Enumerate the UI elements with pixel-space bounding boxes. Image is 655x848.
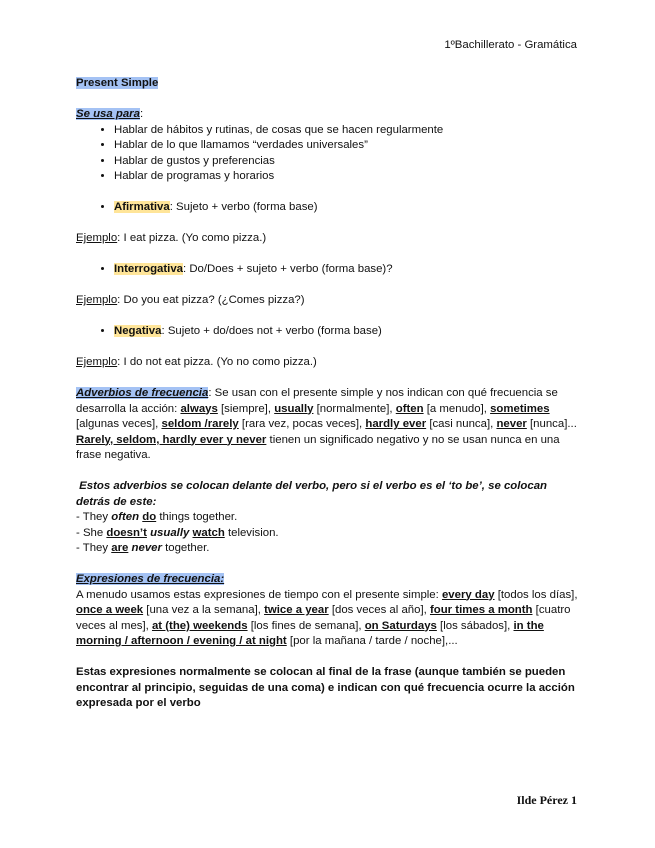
expressions-heading: Expresiones de frecuencia: (76, 573, 225, 585)
document-body (76, 76, 578, 712)
placement-example: - They often do things together. (76, 511, 238, 523)
list-item: • Hablar de gustos y preferencias (114, 154, 578, 170)
interrogative-example: Ejemplo: Do you eat pizza? (¿Comes pizza?) (76, 294, 305, 306)
closing-paragraph: Estas expresiones normalmente se colocan al final de la frase (aunque también se pueden encontrar al principio, seguidas de una coma) e indican con qué frecuencia ocurre la acción expresada por el verbo (76, 666, 575, 709)
affirmative-rule: • Afirmativa: Sujeto + verbo (forma base) (114, 200, 578, 216)
negative-adverbs-note: Rarely, seldom, hardly ever y never tienen un significado negativo y no se usan nunca en una frase negativa. (76, 433, 560, 461)
uses-list (76, 123, 578, 185)
expressions-paragraph: A menudo usamos estas expresiones de tiempo con el presente simple: every day [todos los días], once a week [una vez a la semana], twice a year [dos veces al año], four times a month [cuatro veces al mes], at (the) weekends [los fines de semana], on Saturdays [los sábados], in the morning / afternoon / evening / at night [por la mañana / tarde / noche],... (76, 588, 578, 647)
doc-title: Present Simple (76, 77, 159, 89)
negative-example: Ejemplo: I do not eat pizza. (Yo no como pizza.) (76, 356, 317, 368)
negative-rule: • Negativa: Sujeto + do/does not + verbo (forma base) (114, 324, 578, 340)
uses-heading: Se usa para: (76, 108, 144, 120)
affirmative-example: Ejemplo: I eat pizza. (Yo como pizza.) (76, 232, 267, 244)
placement-rule: Estos adverbios se colocan delante del verbo, pero si el verbo es el ‘to be’, se colocan detrás de este: (76, 480, 547, 508)
list-item: • Hablar de programas y horarios (114, 169, 578, 185)
adverbs-paragraph: Adverbios de frecuencia: Se usan con el presente simple y nos indican con qué frecuencia se desarrolla la acción: always [siempre], usually [normalmente], often [a menudo], sometimes [algunas veces], seldom /rarely [rara vez, pocas veces], hardly ever [casi nunca], never [nunca]... (76, 387, 577, 430)
list-item: • Hablar de hábitos y rutinas, de cosas que se hacen regularmente (114, 123, 578, 139)
placement-example: - She doesn’t usually watch television. (76, 526, 279, 539)
interrogative-rule: • Interrogativa: Do/Does + sujeto + verbo (forma base)? (114, 262, 578, 278)
placement-example: - They are never together. (76, 542, 210, 554)
list-item: • Hablar de lo que llamamos “verdades universales” (114, 138, 578, 154)
page-header: 1ºBachillerato - Gramática (444, 39, 577, 51)
page-footer: Ilde Pérez 1 (516, 793, 577, 807)
